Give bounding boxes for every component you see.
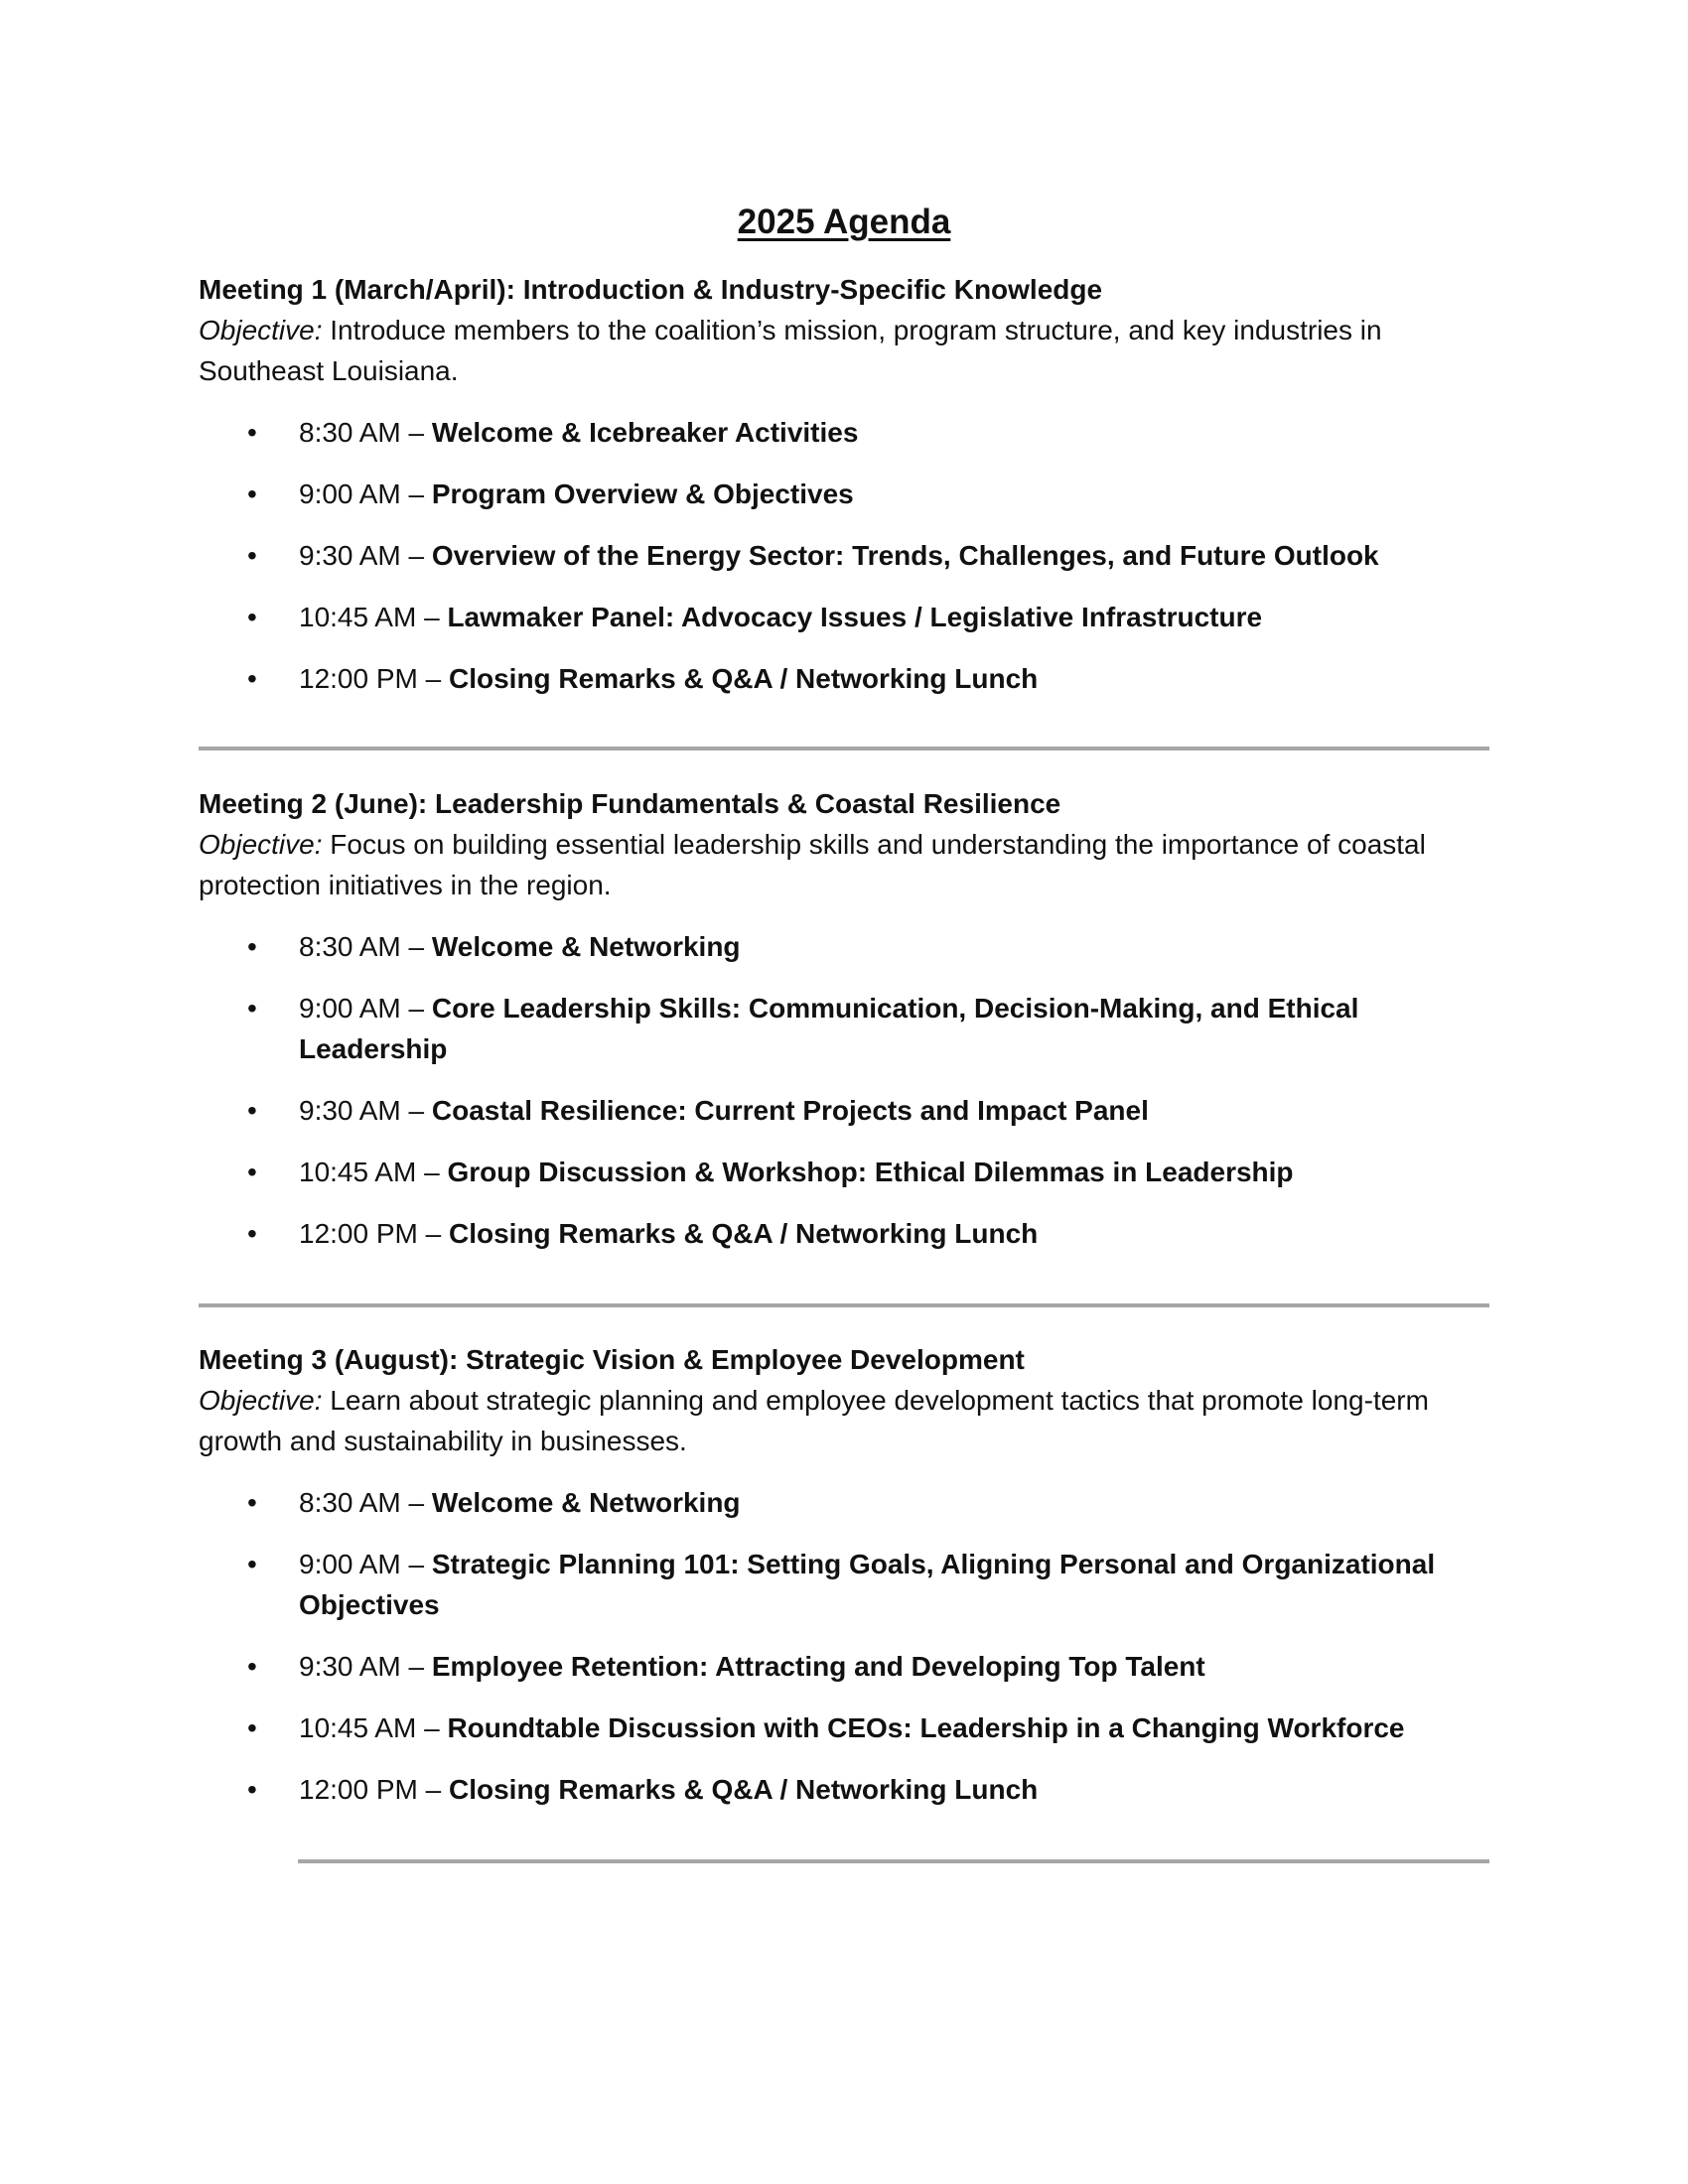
session-item (199, 1482, 1489, 1523)
session-item (199, 926, 1489, 967)
meeting-theme: Introduction & Industry-Specific Knowledge (522, 274, 1103, 305)
session-item (199, 1152, 1489, 1192)
session-time: 8:30 AM – (299, 417, 425, 448)
bullet-icon: • (247, 931, 257, 962)
bullet-icon: • (247, 1549, 257, 1579)
session-topic: Closing Remarks & Q&A / Networking Lunch (448, 1774, 1039, 1805)
meeting-3-section (199, 1340, 1489, 1810)
bullet-icon: • (247, 1157, 257, 1187)
session-topic: Employee Retention: Attracting and Developing Top Talent (431, 1651, 1205, 1682)
session-time: 12:00 PM – (299, 1774, 442, 1805)
session-topic: Closing Remarks & Q&A / Networking Lunch (448, 663, 1039, 694)
meeting-objective (199, 310, 1479, 391)
session-time: 8:30 AM – (299, 931, 425, 962)
bullet-icon: • (247, 1774, 257, 1805)
session-topic: Welcome & Networking (431, 1487, 741, 1518)
bullet-icon: • (247, 663, 257, 694)
session-item (199, 1544, 1489, 1625)
bullet-icon: • (247, 1095, 257, 1126)
bullet-icon: • (247, 1651, 257, 1682)
objective-label: Objective: (199, 829, 323, 860)
meeting-2-section (199, 784, 1489, 1254)
session-time: 9:30 AM – (299, 1651, 425, 1682)
session-topic: Closing Remarks & Q&A / Networking Lunch (448, 1218, 1039, 1249)
section-divider (199, 747, 1489, 751)
session-time: 9:00 AM – (299, 1549, 425, 1579)
meeting-label: Meeting 1 (March/April) (199, 274, 506, 305)
session-item (199, 658, 1489, 699)
bullet-icon: • (247, 1218, 257, 1249)
session-item (199, 412, 1489, 453)
objective-text: Focus on building essential leadership skills and understanding the importance of coastal protection initiatives in the region. (199, 829, 1426, 900)
objective-label: Objective: (199, 315, 323, 345)
meeting-1-section (199, 270, 1489, 699)
bullet-icon: • (247, 1487, 257, 1518)
session-item (199, 1769, 1489, 1810)
session-topic: Roundtable Discussion with CEOs: Leadership in a Changing Workforce (447, 1712, 1405, 1743)
bullet-icon: • (247, 1712, 257, 1743)
session-item (199, 1090, 1489, 1131)
session-topic: Group Discussion & Workshop: Ethical Dilemmas in Leadership (447, 1157, 1294, 1187)
meeting-theme: Strategic Vision & Employee Development (466, 1344, 1025, 1375)
meeting-objective (199, 1380, 1479, 1461)
session-time: 10:45 AM – (299, 1157, 440, 1187)
meeting-heading: Meeting 2 (June): Leadership Fundamentals & Coastal Resilience (199, 788, 1061, 819)
session-time: 9:30 AM – (299, 1095, 425, 1126)
bullet-icon: • (247, 478, 257, 509)
session-topic: Program Overview & Objectives (431, 478, 854, 509)
section-divider (298, 1859, 1489, 1863)
session-time: 9:00 AM – (299, 478, 425, 509)
meeting-theme: Leadership Fundamentals & Coastal Resilience (435, 788, 1061, 819)
meeting-heading: Meeting 3 (August): Strategic Vision & Employee Development (199, 1344, 1025, 1375)
session-list (199, 926, 1489, 1254)
session-time: 9:00 AM – (299, 993, 425, 1024)
session-topic: Core Leadership Skills: Communication, Decision-Making, and Ethical Leadership (299, 993, 1359, 1064)
session-item (199, 1646, 1489, 1687)
session-item (199, 535, 1489, 576)
meeting-heading: Meeting 1 (March/April): Introduction & Industry-Specific Knowledge (199, 274, 1103, 305)
session-item (199, 1707, 1489, 1748)
session-topic: Coastal Resilience: Current Projects and Impact Panel (431, 1095, 1149, 1126)
session-item (199, 988, 1489, 1069)
session-time: 10:45 AM – (299, 1712, 440, 1743)
meeting-label: Meeting 2 (June) (199, 788, 418, 819)
session-item (199, 474, 1489, 514)
session-item (199, 597, 1489, 637)
session-item (199, 1213, 1489, 1254)
meeting-label: Meeting 3 (August) (199, 1344, 449, 1375)
session-list (199, 1482, 1489, 1810)
objective-label: Objective: (199, 1385, 323, 1416)
session-topic: Strategic Planning 101: Setting Goals, Aligning Personal and Organizational Objectives (299, 1549, 1436, 1620)
session-time: 9:30 AM – (299, 540, 425, 571)
objective-text: Introduce members to the coalition’s mission, program structure, and key industries in Southeast Louisiana. (199, 315, 1382, 386)
bullet-icon: • (247, 602, 257, 632)
session-time: 8:30 AM – (299, 1487, 425, 1518)
meeting-objective (199, 824, 1479, 905)
session-topic: Welcome & Icebreaker Activities (431, 417, 859, 448)
session-topic: Lawmaker Panel: Advocacy Issues / Legislative Infrastructure (447, 602, 1263, 632)
session-topic: Welcome & Networking (431, 931, 741, 962)
section-divider (199, 1303, 1489, 1307)
session-list (199, 412, 1489, 699)
session-time: 10:45 AM – (299, 602, 440, 632)
session-topic: Overview of the Energy Sector: Trends, Challenges, and Future Outlook (431, 540, 1379, 571)
bullet-icon: • (247, 417, 257, 448)
page-title: 2025 Agenda (737, 203, 951, 241)
bullet-icon: • (247, 540, 257, 571)
session-time: 12:00 PM – (299, 663, 442, 694)
objective-text: Learn about strategic planning and employee development tactics that promote long-term growth and sustainability in businesses. (199, 1385, 1429, 1456)
bullet-icon: • (247, 993, 257, 1024)
session-time: 12:00 PM – (299, 1218, 442, 1249)
